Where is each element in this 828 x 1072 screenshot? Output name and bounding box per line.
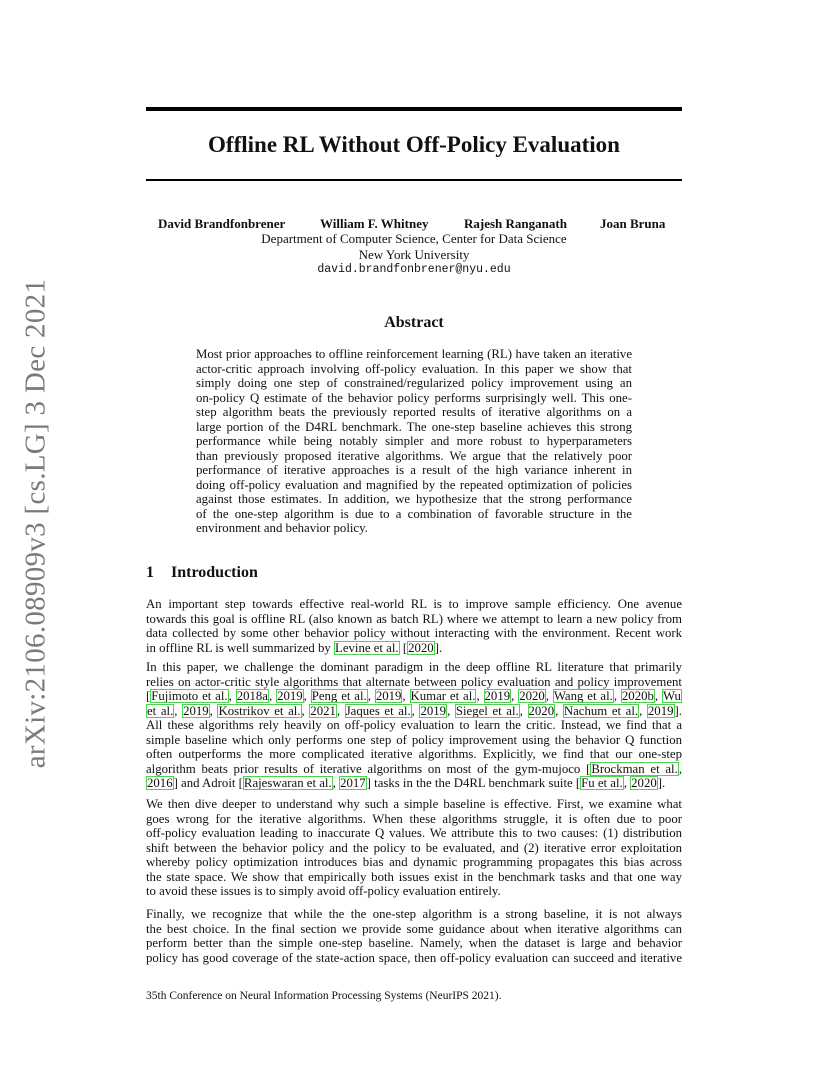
paragraph-line: often outperforms the more complicated iterative algorithms. Explicitly, we find that our one-step [146,747,682,761]
citation-link[interactable]: Kostrikov et al. [218,703,301,718]
section-title: Introduction [171,564,258,581]
abstract-line: Most prior approaches to offline reinforcement learning (RL) have taken an iterative [196,347,632,361]
citation-link[interactable]: et al. [147,703,174,718]
citation-link[interactable]: Wang et al. [553,689,613,703]
paragraph-line: simple baseline which only performs one step of policy improvement using the behavior Q function [146,732,682,747]
author-name: David Brandfonbrener [158,216,286,231]
paragraph-line: 2016] and Adroit [Rajeswaran et al., 2017] tasks in the the D4RL benchmark suite [Fu et al., 2020]. [147,776,666,790]
paragraph-line: to avoid these issues is to simply avoid off-policy evaluation entirely. [146,884,501,898]
citation-year-link[interactable]: 2019 [375,689,402,703]
paper-title: Offline RL Without Off-Policy Evaluation [208,132,620,157]
paragraph-line: data collected by some other behavior policy without interacting with the environment. Recent work [146,626,682,640]
paragraph-line: All these algorithms rely heavily on off-policy evaluation to learn the critic. Instead, we find that a [146,718,682,732]
abstract-line: actor-critic approach involving off-policy evaluation. In this paper we show that [196,361,632,376]
citation-link[interactable]: Fu et al. [581,776,623,790]
citation-year-link[interactable]: 2019 [277,689,303,703]
citation-link[interactable]: Rajeswaran et al. [243,776,332,790]
intro-paragraph-4 [146,907,682,965]
intro-paragraph-2 [146,660,682,791]
citation-link[interactable]: Fujimoto et al. [151,689,228,703]
paragraph-line: algorithm beats prior results of iterative algorithms on most of the gym-mujoco [Brockman et al., [146,761,683,776]
title-rule-bottom [146,179,682,181]
conference-footnote: 35th Conference on Neural Information Processing Systems (NeurIPS 2021). [146,990,502,1002]
title-rule-top [146,107,682,111]
paragraph-line: the best choice. In the final section we provide some guidance about when iterative algorithms can [146,921,682,936]
citation-link[interactable]: Wu [662,689,681,703]
citation-link[interactable]: Nachum et al. [563,703,639,718]
author-name: Joan Bruna [600,216,666,231]
abstract-heading: Abstract [384,314,444,331]
author-email[interactable]: david.brandfonbrener@nyu.edu [317,263,511,276]
citation-year-link[interactable]: 2019 [647,703,674,718]
paragraph-line: et al., 2019, Kostrikov et al., 2021, Jaques et al., 2019, Siegel et al., 2020, Nachum et al., 2019]. [147,703,682,718]
citation-link[interactable]: Jaques et al. [345,703,411,718]
section-number: 1 [146,564,154,581]
citation-link[interactable]: Kumar et al. [410,689,476,703]
abstract-line: performance while being notably simpler and more robust to hyperparameters [196,434,632,448]
abstract-line: simply doing one step of constrained/regularized policy improvement using an [196,376,632,390]
citation-year-link[interactable]: 2020 [408,640,434,655]
abstract-line: environment and behavior policy. [196,521,368,535]
author-name: William F. Whitney [320,216,429,231]
abstract-text [196,347,632,536]
paragraph-line: An important step towards effective real-world RL is to improve sample efficiency. One avenue [146,597,682,611]
abstract-line: performance of iterative approaches is a result of the high variance inherent in [196,463,632,477]
citation-year-link[interactable]: 2020 [631,776,657,790]
intro-paragraph-3 [146,797,682,899]
citation-year-link[interactable]: 2018a [236,689,268,703]
citation-year-link[interactable]: 2017 [340,776,366,790]
citation-year-link[interactable]: 2016 [147,776,173,790]
department: Department of Computer Science, Center for Data Science [261,231,567,246]
abstract-line: than previously proposed iterative algorithms. We argue that the relatively poor [196,448,632,463]
author-name: Rajesh Ranganath [464,216,567,231]
abstract-line: against those estimates. In addition, we hypothesize that the strong performance [196,492,632,506]
intro-paragraph-1 [146,597,682,655]
section-heading-introduction [146,564,258,582]
abstract-line: of the one-step algorithm is due to a combination of favorable structure in the [196,506,632,521]
citation-year-link[interactable]: 2021 [310,703,336,718]
abstract-line: large portion of the D4RL benchmark. The one-step baseline achieves this strong [196,419,632,434]
affiliation [146,231,682,278]
paragraph-line: policy has good coverage of the state-action space, then off-policy evaluation can succeed and iterative [146,950,682,965]
paragraph-line: goes wrong for the iterative algorithms. When these algorithms struggle, it is often due to poor [146,811,682,826]
paragraph-line: towards this goal is offline RL (also known as batch RL) where we attempt to learn a new policy from [146,611,682,626]
citation-year-link[interactable]: 2019 [484,689,511,703]
citation-link[interactable]: Peng et al. [311,689,367,703]
university: New York University [358,246,470,262]
citation-link[interactable]: Levine et al. [335,640,399,655]
citation-year-link[interactable]: 2019 [183,703,209,718]
arxiv-identifier: arXiv:2106.08909v3 [cs.LG] 3 Dec 2021 [19,278,52,768]
paragraph-line: We then dive deeper to understand why such a simple baseline is effective. First, we examine what [146,797,682,811]
abstract-line: doing off-policy evaluation and magnified by the repeated optimization of policies [196,477,632,492]
paragraph-line: perform better than the simple one-step baseline. Namely, when the dataset is large and behavior [146,936,682,950]
paragraph-line: In this paper, we challenge the dominant paradigm in the deep offline RL literature that primarily [146,660,682,674]
paragraph-line: Finally, we recognize that while the the one-step algorithm is a strong baseline, it is not always [146,907,682,921]
paragraph-line: off-policy evaluation leading to inaccurate Q values. We attribute this to two causes: (1) distribution [146,826,682,840]
paragraph-line: shift between the behavior policy and the policy to be evaluated, and (2) iterative error exploitation [146,840,682,855]
paragraph-line: relies on actor-critic style algorithms that alternate between policy evaluation and policy improvement [146,674,682,689]
paragraph-line: in offline RL is well summarized by Levine et al. [2020]. [146,640,443,655]
citation-year-link[interactable]: 2020 [528,703,555,718]
paragraph-line: [Fujimoto et al., 2018a, 2019, Peng et al., 2019, Kumar et al., 2019, 2020, Wang et al., 2020b, Wu [146,689,681,703]
citation-link[interactable]: Brockman et al. [591,761,678,776]
abstract-line: on-policy Q estimate of the behavior policy performs surprisingly well. This one- [196,390,632,405]
paragraph-line: the state space. We show that empirically both issues exist in the benchmark tasks and that one way [146,869,682,884]
abstract-line: step algorithm beats the previously reported results of iterative algorithms on a [196,405,632,419]
citation-year-link[interactable]: 2020b [621,689,654,703]
citation-year-link[interactable]: 2020 [519,689,545,703]
citation-year-link[interactable]: 2019 [420,703,447,718]
citation-link[interactable]: Siegel et al. [455,703,519,718]
paragraph-line: whereby policy optimization introduces bias and dynamic programming propagates this bias across [146,855,682,869]
